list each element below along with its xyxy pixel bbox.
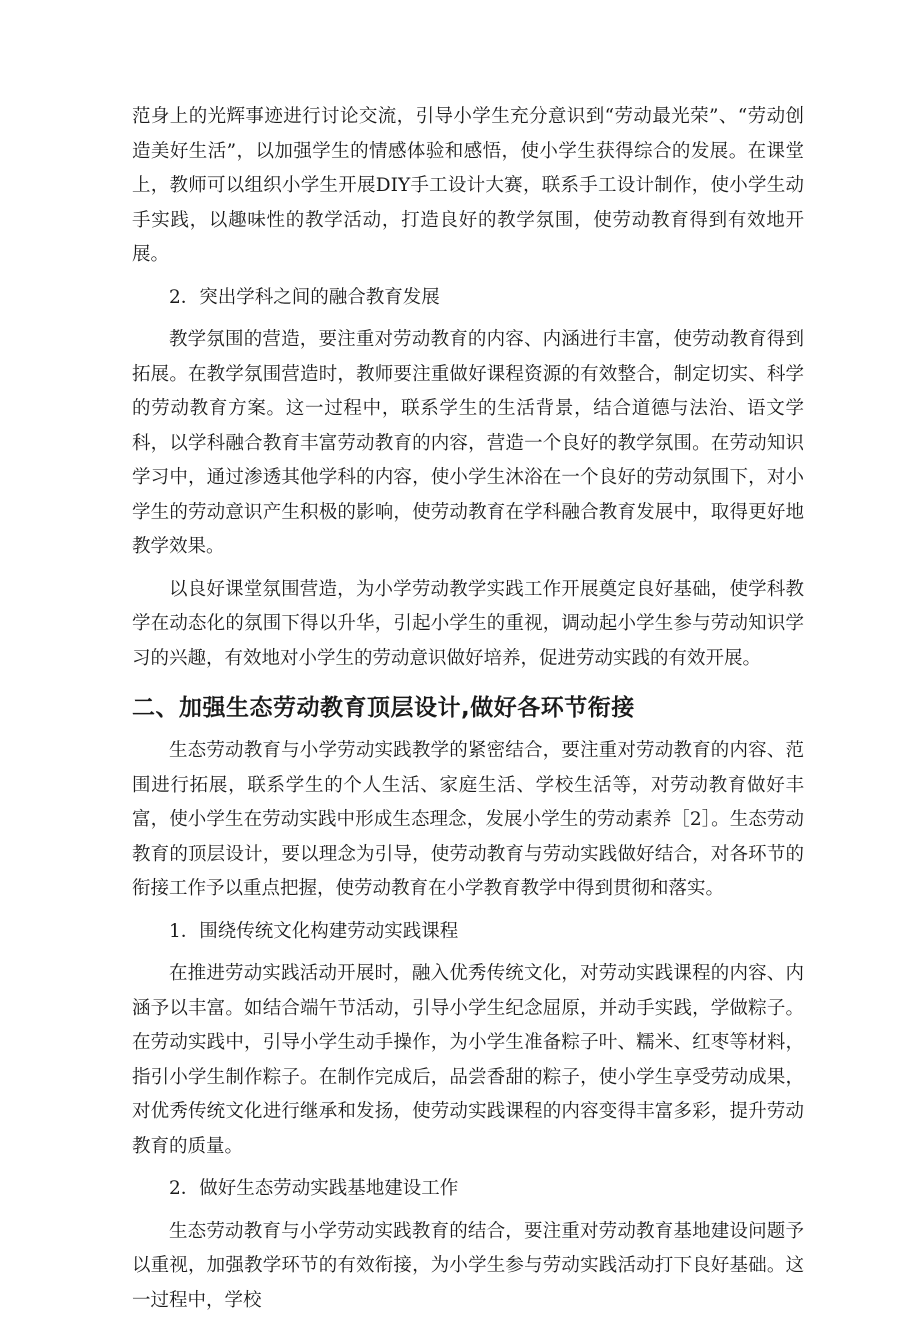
paragraph: 在推进劳动实践活动开展时，融入优秀传统文化，对劳动实践课程的内容、内涵予以丰富。如结合端午节活动，引导小学生纪念屈原，并动手实践，学做粽子。在劳动实践中，引导小学生动手操作，为小学生准备粽子叶、糯米、红枣等材料，指引小学生制作粽子。在制作完成后，品尝香甜的粽子，使小学生享受劳动成果，对优秀传统文化进行继承和发扬，使劳动实践课程的内容变得丰富多彩，提升劳动教育的质量。	[132, 957, 804, 1164]
subheading: 2．突出学科之间的融合教育发展	[132, 281, 804, 316]
section-heading: 二、加强生态劳动教育顶层设计,做好各环节衔接	[132, 688, 804, 728]
paragraph: 生态劳动教育与小学劳动实践教学的紧密结合，要注重对劳动教育的内容、范围进行拓展，联系学生的个人生活、家庭生活、学校生活等，对劳动教育做好丰富，使小学生在劳动实践中形成生态理念，发展小学生的劳动素养［2］。生态劳动教育的顶层设计，要以理念为引导，使劳动教育与劳动实践做好结合，对各环节的衔接工作予以重点把握，使劳动教育在小学教育教学中得到贯彻和落实。	[132, 734, 804, 907]
paragraph: 教学氛围的营造，要注重对劳动教育的内容、内涵进行丰富，使劳动教育得到拓展。在教学氛围营造时，教师要注重做好课程资源的有效整合，制定切实、科学的劳动教育方案。这一过程中，联系学生的生活背景，结合道德与法治、语文学科，以学科融合教育丰富劳动教育的内容，营造一个良好的教学氛围。在劳动知识学习中，通过渗透其他学科的内容，使小学生沐浴在一个良好的劳动氛围下，对小学生的劳动意识产生积极的影响，使劳动教育在学科融合教育发展中，取得更好地教学效果。	[132, 323, 804, 565]
subheading: 1．围绕传统文化构建劳动实践课程	[132, 915, 804, 950]
subheading: 2．做好生态劳动实践基地建设工作	[132, 1172, 804, 1207]
paragraph: 生态劳动教育与小学劳动实践教育的结合，要注重对劳动教育基地建设问题予以重视，加强教学环节的有效衔接，为小学生参与劳动实践活动打下良好基础。这一过程中，学校	[132, 1215, 804, 1318]
paragraph: 范身上的光辉事迹进行讨论交流，引导小学生充分意识到“劳动最光荣”、“劳动创造美好生活”，以加强学生的情感体验和感悟，使小学生获得综合的发展。在课堂上，教师可以组织小学生开展DIY手工设计大赛，联系手工设计制作，使小学生动手实践，以趣味性的教学活动，打造良好的教学氛围，使劳动教育得到有效地开展。	[132, 100, 804, 273]
document-page	[132, 100, 804, 1318]
paragraph: 以良好课堂氛围营造，为小学劳动教学实践工作开展奠定良好基础，使学科教学在动态化的氛围下得以升华，引起小学生的重视，调动起小学生参与劳动知识学习的兴趣，有效地对小学生的劳动意识做好培养，促进劳动实践的有效开展。	[132, 573, 804, 677]
